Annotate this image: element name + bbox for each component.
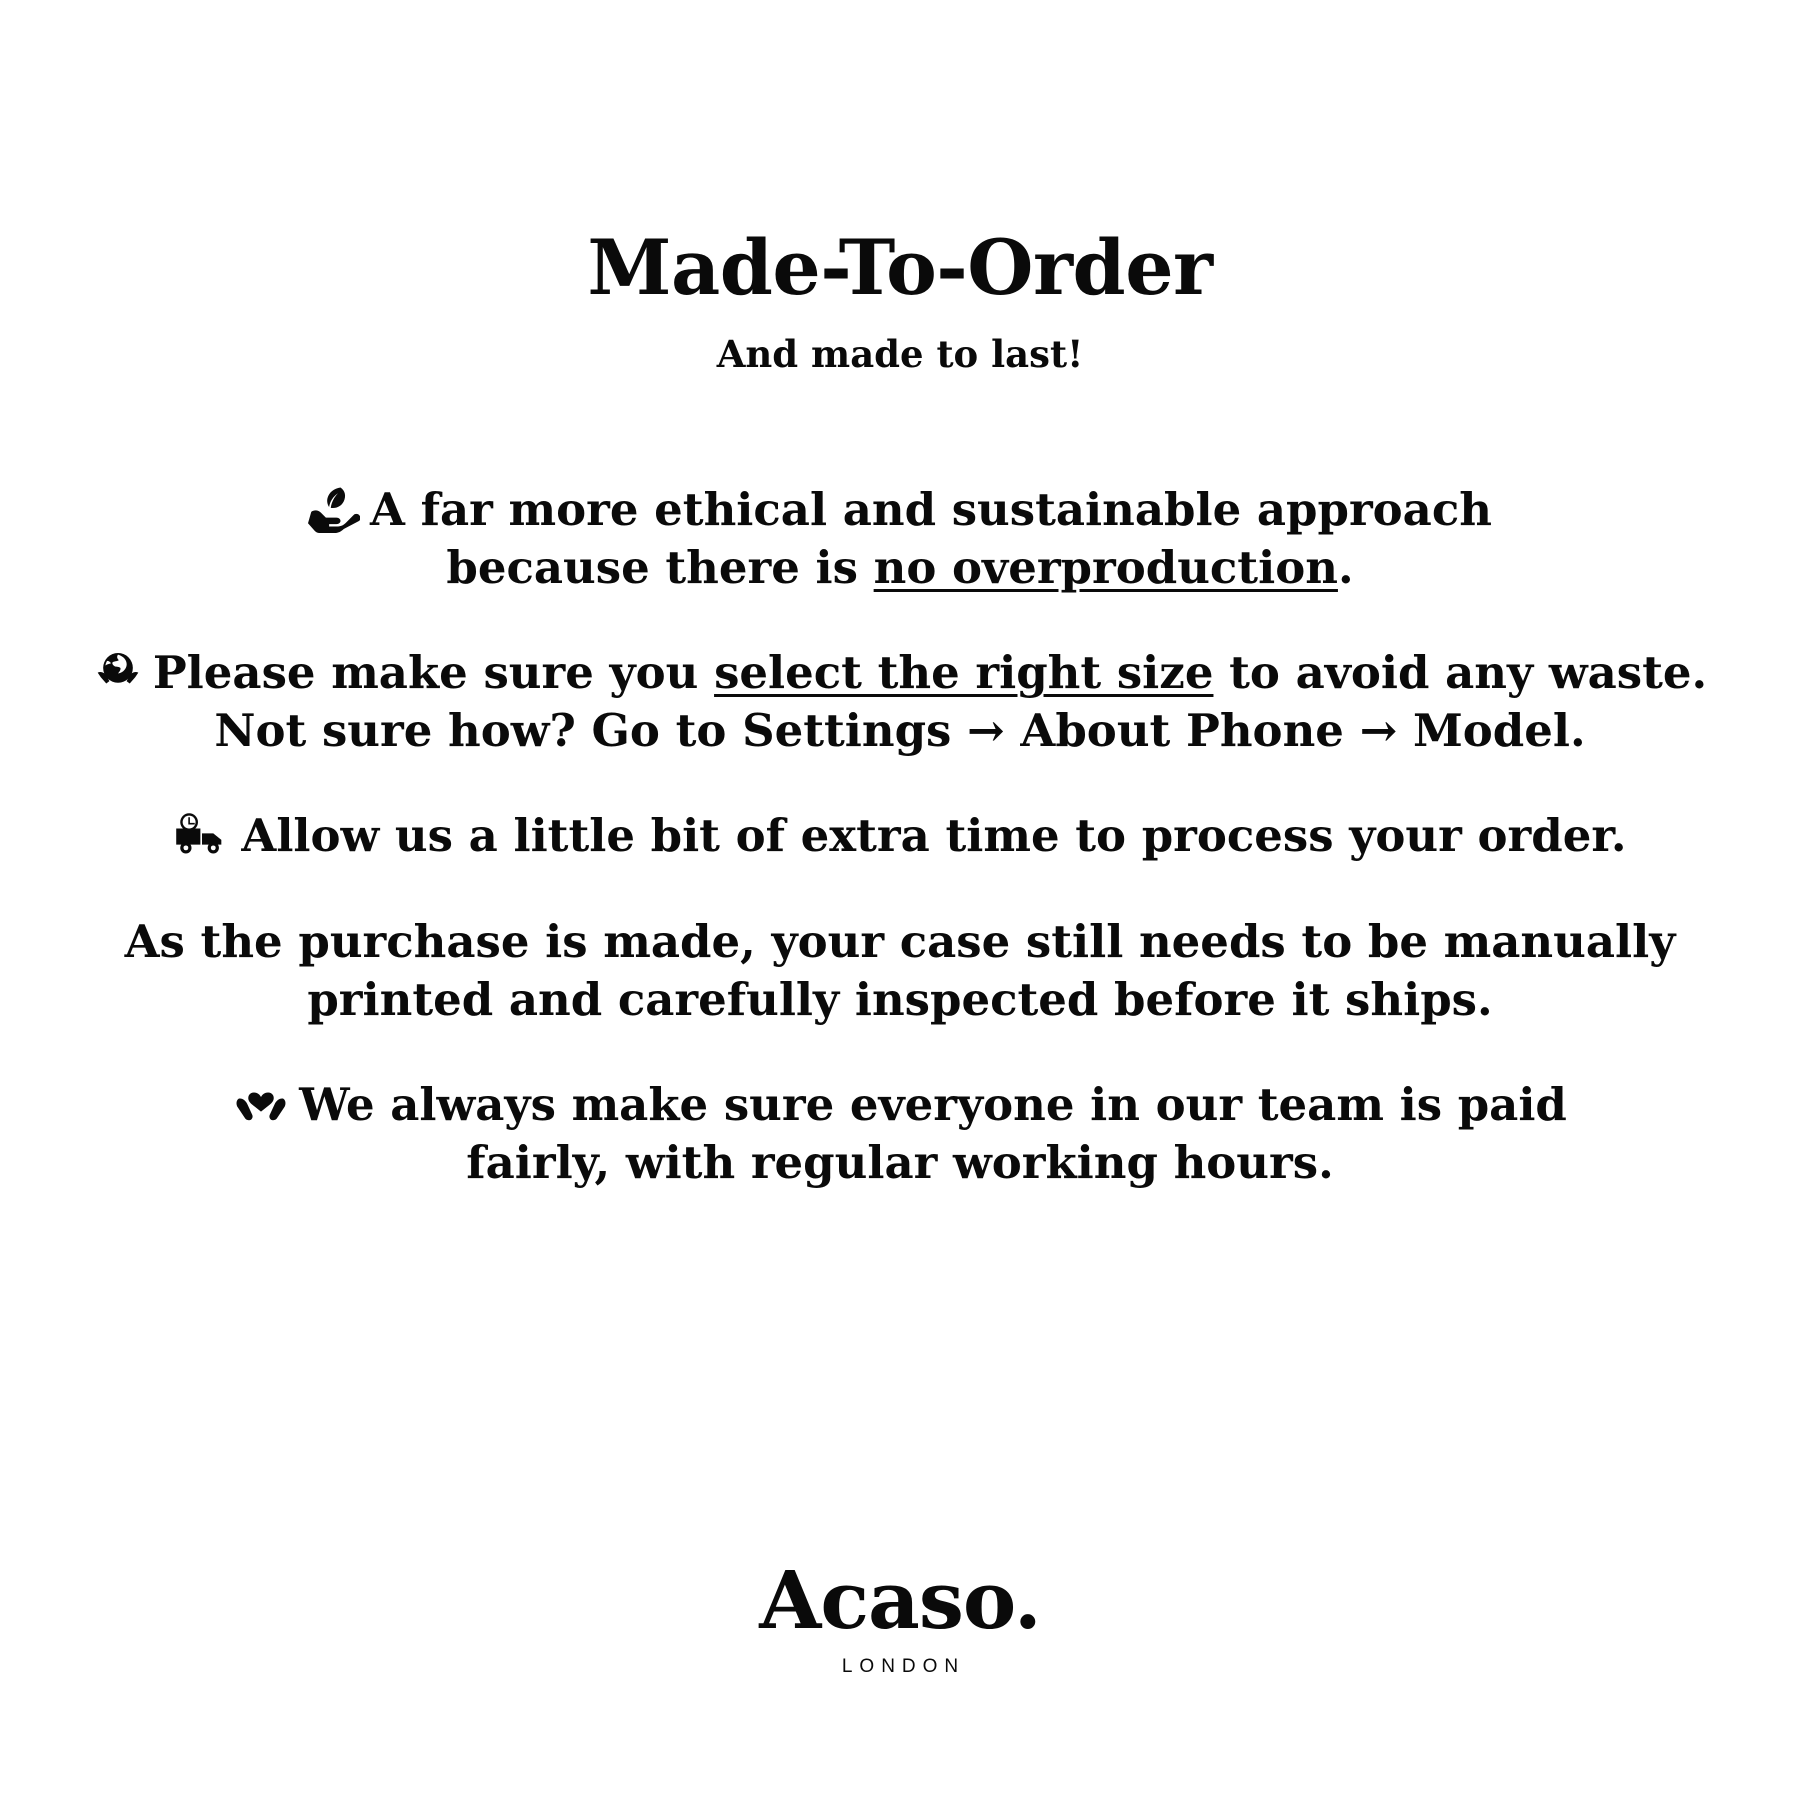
list-item-text-before: Allow us a little bit of extra time to process your order. <box>241 809 1627 863</box>
delivery-truck-clock-icon <box>173 811 231 859</box>
list-item-text-before: We always make sure everyone in our team is paid fairly, with regular working hours. <box>299 1078 1567 1189</box>
page-subtitle: And made to last! <box>716 332 1084 376</box>
list-item-text-before: Please make sure you <box>152 646 715 700</box>
hands-heart-icon <box>233 1078 289 1128</box>
page-title: Made-To-Order <box>587 223 1213 312</box>
list-item <box>190 1076 1610 1191</box>
list-item-text-underlined: select the right size <box>714 646 1214 700</box>
list-item <box>240 481 1560 596</box>
list-item-text-before: As the purchase is made, your case still needs to be manually printed and carefully inspected before it ships. <box>124 914 1676 1026</box>
list-item <box>173 807 1626 865</box>
list-item <box>120 913 1680 1028</box>
list-item-text-underlined: no overproduction <box>873 540 1338 594</box>
list-item-text-before: A far more ethical and sustainable approach because there is <box>370 483 1492 594</box>
list-item <box>80 644 1720 759</box>
list-item-text-after: . <box>1337 540 1354 594</box>
globe-hands-icon <box>93 646 143 696</box>
list-item-text-after: to avoid any waste. Not sure how? Go to Settings → About Phone → Model. <box>214 646 1708 757</box>
brand-location: LONDON <box>841 1656 966 1677</box>
brand-logo <box>0 1553 1800 1678</box>
points-list <box>80 481 1720 1191</box>
hand-with-leaf-icon <box>308 481 360 533</box>
brand-name: Acaso. <box>759 1553 1041 1647</box>
